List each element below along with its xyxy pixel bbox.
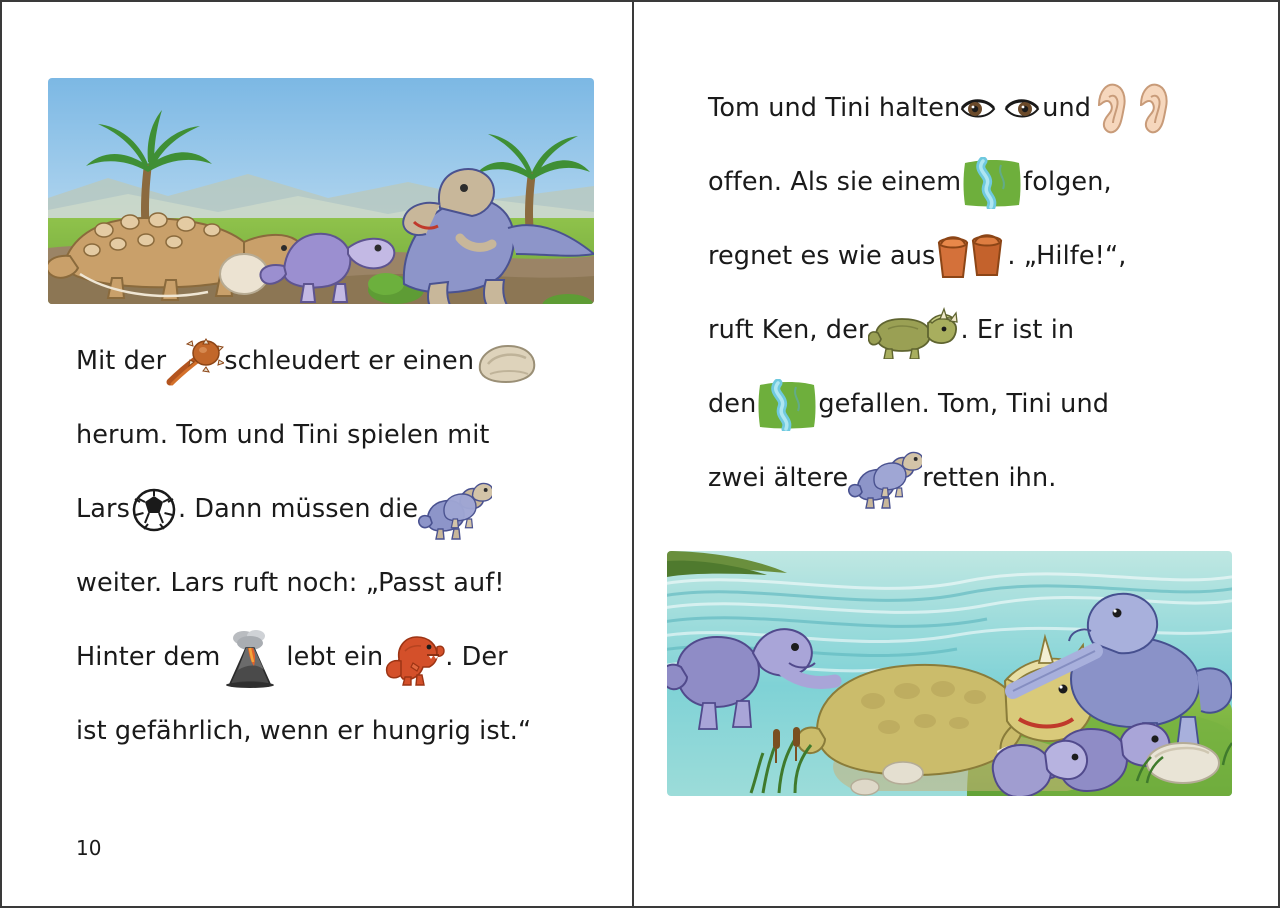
right-text-block xyxy=(708,72,1268,516)
river-icon xyxy=(961,157,1023,209)
two-dinos-icon xyxy=(848,448,922,510)
line-text: regnet es wie aus xyxy=(708,241,936,272)
line-text: ruft Ken, der xyxy=(708,315,869,346)
line-text: retten ihn. xyxy=(922,463,1057,494)
line-text: herum. Tom und Tini spielen mit xyxy=(76,420,490,451)
volcano-icon xyxy=(220,628,286,688)
page-border-top xyxy=(0,0,632,2)
text-line xyxy=(708,442,1268,516)
text-line xyxy=(76,325,616,399)
line-text: . Er ist in xyxy=(960,315,1075,346)
left-illustration xyxy=(48,78,594,304)
line-text: Tom und Tini halten xyxy=(708,93,961,124)
line-text: Mit der xyxy=(76,346,167,377)
text-line xyxy=(76,547,616,621)
left-text-block xyxy=(76,325,616,769)
page-border-left xyxy=(0,0,2,908)
text-line xyxy=(708,220,1268,294)
text-line xyxy=(76,399,616,473)
line-text: . Der xyxy=(445,642,508,673)
buckets-icon xyxy=(935,231,1007,283)
line-text: Lars xyxy=(76,494,131,525)
text-line xyxy=(708,72,1268,146)
line-text: weiter. Lars ruft noch: „Passt auf! xyxy=(76,568,505,599)
line-text: den xyxy=(708,389,757,420)
two-dinos-icon xyxy=(418,479,492,541)
page-border-top xyxy=(634,0,1280,2)
line-text: folgen, xyxy=(1023,167,1112,198)
eyes-icon xyxy=(960,93,1042,125)
triceratops-icon xyxy=(868,303,960,359)
line-text: offen. Als sie einem xyxy=(708,167,962,198)
text-line xyxy=(76,473,616,547)
club-tail-icon xyxy=(166,338,224,386)
left-page xyxy=(0,0,634,908)
ears-icon xyxy=(1091,81,1171,137)
text-line xyxy=(708,368,1268,442)
text-line xyxy=(708,146,1268,220)
text-line xyxy=(76,695,616,769)
line-text: . Dann müssen die xyxy=(178,494,419,525)
line-text: lebt ein xyxy=(286,642,384,673)
text-line xyxy=(76,621,616,695)
t-rex-icon xyxy=(383,629,445,687)
line-text: gefallen. Tom, Tini und xyxy=(818,389,1109,420)
line-text: und xyxy=(1042,93,1092,124)
river-icon xyxy=(756,379,818,431)
line-text: Hinter dem xyxy=(76,642,221,673)
right-illustration xyxy=(667,551,1232,796)
line-text: . „Hilfe!“, xyxy=(1007,241,1127,272)
text-line xyxy=(708,294,1268,368)
line-text: ist gefährlich, wenn er hungrig ist.“ xyxy=(76,716,532,747)
page-number: 10 xyxy=(76,836,102,860)
football-icon xyxy=(130,486,178,534)
line-text: zwei ältere xyxy=(708,463,849,494)
right-page xyxy=(634,0,1280,908)
line-text: schleudert er einen xyxy=(224,346,475,377)
stone-icon xyxy=(474,340,540,384)
